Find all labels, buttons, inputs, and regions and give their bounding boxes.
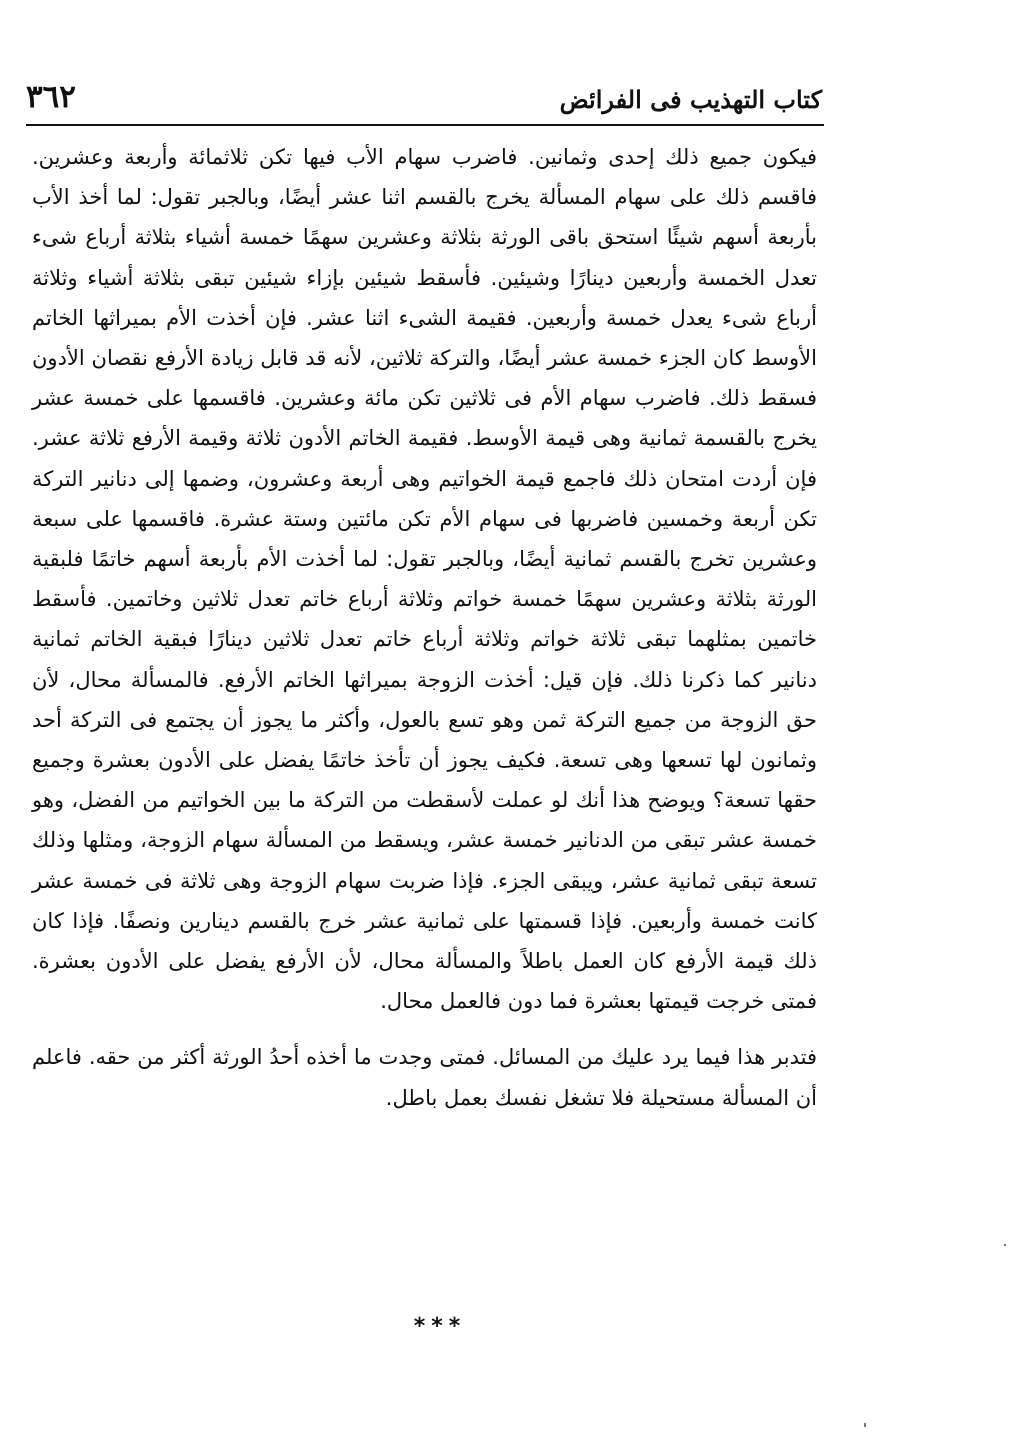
paragraph: فتدبر هذا فيما يرد عليك من المسائل. فمتى وجدت ما أخذه أحدُ الورثة أكثر من حقه. فاعلم أن المسألة مستحيلة فلا تشغل نفسك بعمل باطل. xyxy=(32,1045,817,1110)
scan-speck xyxy=(864,1423,866,1427)
page-number: ٣٦٢ xyxy=(26,79,76,115)
main-text xyxy=(32,137,817,1118)
book-title: كتاب التهذيب فى الفرائض xyxy=(559,85,822,114)
header-divider xyxy=(26,124,824,126)
section-end-ornament: *** xyxy=(413,1314,467,1339)
page-header xyxy=(26,79,822,122)
paragraph: فيكون جميع ذلك إحدى وثمانين. فاضرب سهام الأب فيها تكن ثلاثمائة وأربعة وعشرين. فاقسم ذلك على سهام المسألة يخرج بالقسم اثنا عشر أيضًا، وبالجبر تقول: لما أخذ الأب بأربعة أسهم شيئًا استحق باقى الورثة بثلاثة وعشرين سهمًا خمسة أشياء بثلاثة أرباع شىء تعدل الخمسة وأربعين دينارًا وشيئين. فأسقط شيئين بإزاء شيئين تبقى بثلاثة أشياء وثلاثة أرباع شىء يعدل خمسة وأربعين. فقيمة الشىء اثنا عشر. فإن أخذت الأم بميراثها الخاتم الأوسط كان الجزء خمسة عشر أيضًا، والتركة ثلاثين، لأنه قد قابل زيادة الأرفع نقصان الأدون فسقط ذلك. فاضرب سهام الأم فى ثلاثين تكن مائة وعشرين. فاقسمها على خمسة عشر يخرج بالقسمة ثمانية وهى قيمة الأوسط. فقيمة الخاتم الأدون ثلاثة وقيمة الأرفع ثلاثة عشر. فإن أردت امتحان ذلك فاجمع قيمة الخواتيم وهى أربعة وعشرون، وضمها إلى دنانير التركة تكن أربعة وخمسين فاضربها فى سهام الأم تكن مائتين وستة عشرة. فاقسمها على سبعة وعشرين تخرج بالقسم ثمانية أيضًا، وبالجبر تقول: لما أخذت الأم بأربعة أسهم خاتمًا فلبقية الورثة بثلاثة وعشرين سهمًا خمسة خواتم وثلاثة أرباع خاتم تعدل ثلاثين وخاتمين. فأسقط خاتمين بمثلهما تبقى ثلاثة خواتم وثلاثة أرباع خاتم تعدل ثلاثين دينارًا فبقية الخاتم ثمانية دنانير كما ذكرنا ذلك. فإن قيل: أخذت الزوجة بميراثها الخاتم الأرفع. فالمسألة محال، لأن حق الزوجة من جميع التركة ثمن وهو تسع بالعول، وأكثر ما يجوز أن يجتمع فى التركة أحد وثمانون لها تسعها وهى تسعة. فكيف يجوز أن تأخذ خاتمًا يفضل على الأدون بعشرة وجميع حقها تسعة؟ ويوضح هذا أنك لو عملت لأسقطت من التركة ما بين الخواتيم من الفضل، وهو خمسة عشر تبقى من الدنانير خمسة عشر، ويسقط من المسألة سهام الزوجة، ومثلها وذلك تسعة تبقى ثمانية عشر، ويبقى الجزء. فإذا ضربت سهام الزوجة وهى ثلاثة فى خمسة عشر كانت خمسة وأربعين. فإذا قسمتها على ثمانية عشر خرج بالقسم دينارين ونصفًا. فإذا كان ذلك قيمة الأرفع كان العمل باطلاً والمسألة محال، لأن الأرفع يفضل على الأدون بعشرة. فمتى خرجت قيمتها بعشرة فما دون فالعمل محال. xyxy=(32,145,817,1014)
scan-speck xyxy=(1004,1244,1006,1246)
